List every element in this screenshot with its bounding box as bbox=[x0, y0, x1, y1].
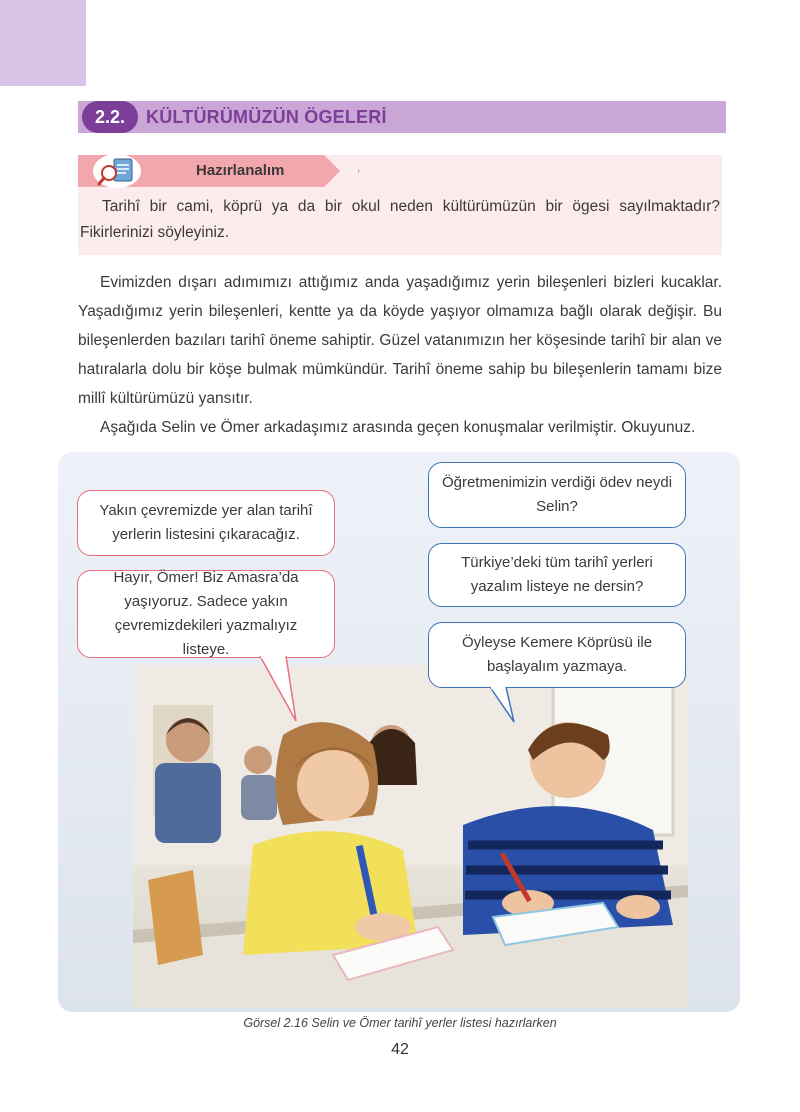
body-text bbox=[78, 268, 722, 442]
section-number: 2.2. bbox=[82, 101, 138, 133]
omer-bubble-2-text: Türkiye’deki tüm tarihî yerleri yazalım listeye ne dersin? bbox=[461, 554, 653, 595]
body-paragraph-1: Evimizden dışarı adımımızı attığımız anda yaşadığımız yerin bileşenleri bizleri kucaklar. Yaşadığımız yerin bileşenleri, kentte ya da köyde yaşıyor olmamıza bağlı olarak değişir. Bu bileşenlerden bazıları tarihî öneme sahiptir. Güzel vatanımızın her köşesinde tarihî bir alan ve hatıralarla dolu bir köşe bulmak mümkündür. Tarihî öneme sahip bu bileşenlerin tamamı bize millî kültürümüzü yansıtır. bbox=[78, 274, 722, 407]
omer-bubble-2 bbox=[428, 543, 686, 607]
omer-bubble-3 bbox=[428, 622, 686, 688]
selin-bubble-2 bbox=[77, 570, 335, 658]
prep-label: Hazırlanalım bbox=[196, 162, 285, 179]
corner-decoration bbox=[0, 0, 86, 86]
notebook-magnifier-icon bbox=[92, 153, 142, 189]
omer-bubble-3-text: Öyleyse Kemere Köprüsü ile başlayalım yazmaya. bbox=[461, 634, 653, 675]
page-number: 42 bbox=[391, 1041, 409, 1058]
classroom-photo bbox=[133, 665, 688, 1008]
section-title: KÜLTÜRÜMÜZÜN ÖGELERİ bbox=[146, 107, 387, 127]
omer-bubble-tail bbox=[486, 686, 526, 726]
selin-bubble-1-text: Yakın çevremizde yer alan tarihî yerlerin listesini çıkaracağız. bbox=[99, 502, 313, 543]
body-paragraph-2: Aşağıda Selin ve Ömer arkadaşımız arasında geçen konuşmalar verilmiştir. Okuyunuz. bbox=[100, 419, 696, 436]
figure-caption: Görsel 2.16 Selin ve Ömer tarihî yerler listesi hazırlarken bbox=[243, 1016, 557, 1030]
selin-bubble-2-text: Hayır, Ömer! Biz Amasra’da yaşıyoruz. Sadece yakın çevremizdekileri yazmalıyız listeye. bbox=[113, 569, 299, 658]
prep-question: Tarihî bir cami, köprü ya da bir okul neden kültürümüzün bir ögesi sayılmaktadır? Fikirlerinizi söyleyiniz. bbox=[80, 198, 720, 241]
selin-bubble-tail bbox=[258, 655, 302, 725]
omer-bubble-1 bbox=[428, 462, 686, 528]
selin-bubble-1 bbox=[77, 490, 335, 556]
omer-bubble-1-text: Öğretmenimizin verdiği ödev neydi Selin? bbox=[441, 474, 673, 515]
